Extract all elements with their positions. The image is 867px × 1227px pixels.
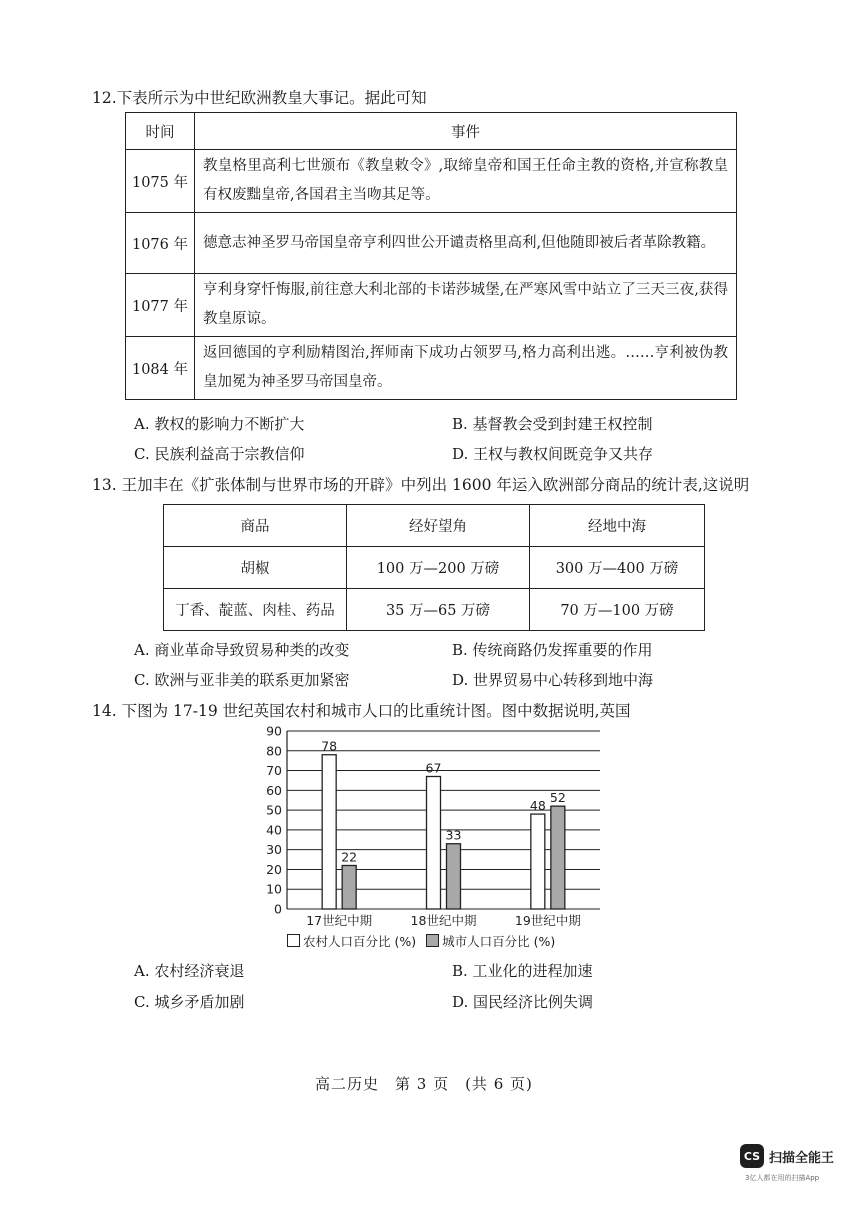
legend-label-urban: 城市人口百分比 (%) — [442, 934, 556, 949]
bar-value-label: 33 — [445, 827, 462, 843]
watermark-slogan: 3亿人都在用的扫描App — [745, 1174, 820, 1182]
cell-med: 70 万—100 万磅 — [530, 589, 705, 631]
y-tick-label: 40 — [266, 822, 282, 838]
bar-value-label: 48 — [529, 798, 546, 814]
y-tick-label: 90 — [266, 723, 282, 739]
population-bar-chart — [250, 722, 620, 934]
q13-option-c[interactable]: C. 欧洲与亚非美的联系更加紧密 — [134, 671, 350, 689]
q12-table — [125, 112, 737, 400]
cell-med: 300 万—400 万磅 — [530, 547, 705, 589]
q12-option-a[interactable]: A. 教权的影响力不断扩大 — [134, 415, 305, 433]
cell-cape: 100 万—200 万磅 — [347, 547, 530, 589]
cell-item: 丁香、靛蓝、肉桂、药品 — [164, 589, 347, 631]
row-time: 1075 年 — [126, 150, 195, 213]
legend-swatch-rural — [287, 934, 300, 947]
row-event: 亨利身穿忏悔服,前往意大利北部的卡诺莎城堡,在严寒风雪中站立了三天三夜,获得教皇原谅。 — [195, 274, 737, 337]
q14-option-d[interactable]: D. 国民经济比例失调 — [452, 993, 594, 1011]
row-time: 1084 年 — [126, 337, 195, 400]
table-header-row — [164, 505, 705, 547]
table-row — [126, 213, 737, 274]
cell-cape: 35 万—65 万磅 — [347, 589, 530, 631]
bar — [531, 814, 545, 909]
row-event: 德意志神圣罗马帝国皇帝亨利四世公开谴责格里高利,但他随即被后者革除教籍。 — [195, 213, 737, 274]
y-tick-label: 80 — [266, 743, 282, 759]
bar-value-label: 52 — [549, 790, 566, 806]
bar-value-label: 78 — [321, 738, 338, 754]
table-row — [164, 589, 705, 631]
x-category-label: 18世纪中期 — [410, 913, 477, 928]
chart-bars — [322, 755, 565, 909]
row-event: 返回德国的亨利励精图治,挥师南下成功占领罗马,格力高利出逃。……亨利被伪教皇加冕为神圣罗马帝国皇帝。 — [195, 337, 737, 400]
q13-title: 13. 王加丰在《扩张体制与世界市场的开辟》中列出 1600 年运入欧洲部分商品的统计表,这说明 — [92, 476, 750, 494]
header-cape: 经好望角 — [347, 505, 530, 547]
y-tick-label: 60 — [266, 782, 282, 798]
q12-option-c[interactable]: C. 民族利益高于宗教信仰 — [134, 445, 305, 463]
cell-item: 胡椒 — [164, 547, 347, 589]
chart-legend — [287, 932, 555, 950]
page-footer: 高二历史 第 3 页 (共 6 页) — [315, 1075, 533, 1093]
y-tick-label: 50 — [266, 802, 282, 818]
legend-swatch-urban — [426, 934, 439, 947]
q12-option-d[interactable]: D. 王权与教权间既竞争又共存 — [452, 445, 654, 463]
scanner-watermark — [740, 1144, 834, 1168]
table-row — [164, 547, 705, 589]
table-row — [126, 150, 737, 213]
table-row — [126, 274, 737, 337]
y-tick-label: 20 — [266, 861, 282, 877]
q14-option-a[interactable]: A. 农村经济衰退 — [134, 962, 245, 980]
bar — [322, 755, 336, 909]
y-tick-label: 10 — [266, 881, 282, 897]
q14-option-b[interactable]: B. 工业化的进程加速 — [452, 962, 593, 980]
header-item: 商品 — [164, 505, 347, 547]
y-tick-label: 0 — [274, 901, 282, 917]
bar-value-label: 22 — [341, 849, 358, 865]
legend-label-rural: 农村人口百分比 (%) — [303, 934, 417, 949]
header-med: 经地中海 — [530, 505, 705, 547]
row-time: 1077 年 — [126, 274, 195, 337]
bar — [447, 844, 461, 909]
q14-option-c[interactable]: C. 城乡矛盾加剧 — [134, 993, 245, 1011]
y-tick-label: 30 — [266, 842, 282, 858]
row-time: 1076 年 — [126, 213, 195, 274]
watermark-name: 扫描全能王 — [769, 1150, 835, 1166]
bar — [427, 776, 441, 909]
table-row — [126, 337, 737, 400]
q13-option-a[interactable]: A. 商业革命导致贸易种类的改变 — [134, 641, 350, 659]
y-tick-label: 70 — [266, 763, 282, 779]
header-time: 时间 — [126, 113, 195, 150]
q14-title: 14. 下图为 17-19 世纪英国农村和城市人口的比重统计图。图中数据说明,英国 — [92, 702, 631, 720]
header-event: 事件 — [195, 113, 737, 150]
q13-option-b[interactable]: B. 传统商路仍发挥重要的作用 — [452, 641, 653, 659]
camscanner-logo-icon: CS — [740, 1144, 764, 1168]
q12-title: 12.下表所示为中世纪欧洲教皇大事记。据此可知 — [92, 89, 427, 107]
x-category-label: 17世纪中期 — [306, 913, 373, 928]
bar-value-label: 67 — [425, 760, 442, 776]
q12-option-b[interactable]: B. 基督教会受到封建王权控制 — [452, 415, 653, 433]
x-category-label: 19世纪中期 — [514, 913, 581, 928]
bar — [551, 806, 565, 909]
q13-table — [163, 504, 705, 631]
q13-option-d[interactable]: D. 世界贸易中心转移到地中海 — [452, 671, 654, 689]
table-header-row — [126, 113, 737, 150]
row-event: 教皇格里高利七世颁布《教皇敕令》,取缔皇帝和国王任命主教的资格,并宣称教皇有权废黜皇帝,各国君主当吻其足等。 — [195, 150, 737, 213]
bar — [342, 865, 356, 909]
